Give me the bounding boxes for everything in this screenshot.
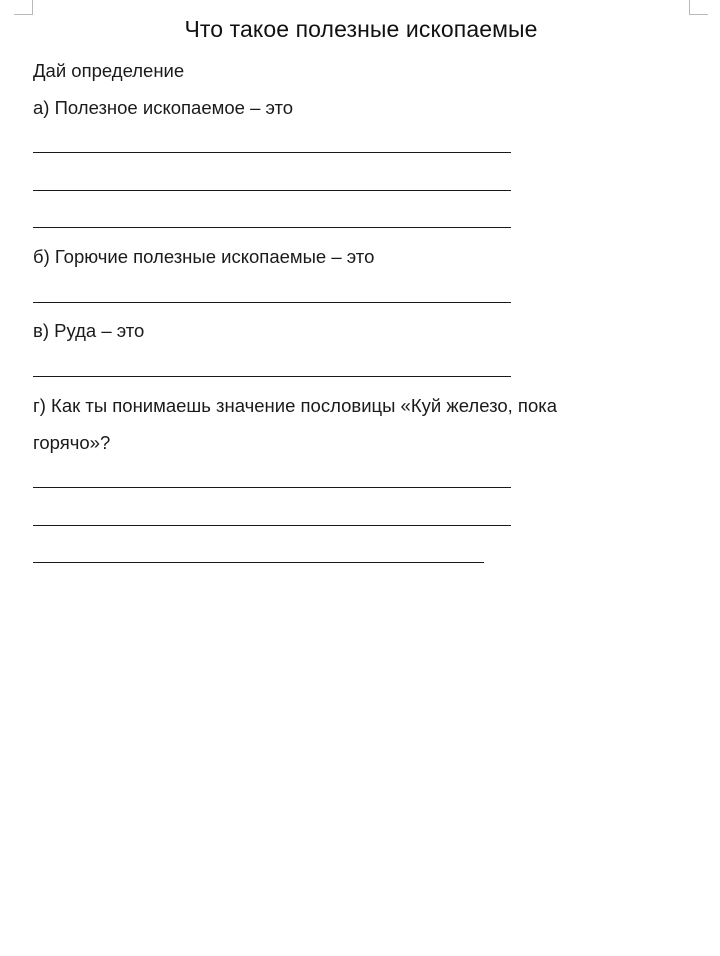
answer-line-a-1[interactable] — [33, 152, 511, 153]
answer-line-g-2[interactable] — [33, 525, 511, 526]
answer-line-g-3[interactable] — [33, 562, 484, 563]
answer-line-v-1[interactable] — [33, 376, 511, 377]
question-b-text: б) Горючие полезные ископаемые – это — [33, 246, 375, 267]
question-g-text-line1: г) Как ты понимаешь значение пословицы «Куй железо, пока — [33, 395, 558, 416]
instruction-text: Дай определение — [33, 60, 185, 81]
page-corner-mark-top-right — [689, 0, 708, 15]
question-v-text: в) Руда – это — [33, 320, 145, 341]
question-a-text: а) Полезное ископаемое – это — [33, 97, 294, 118]
answer-line-g-1[interactable] — [33, 487, 511, 488]
page-corner-mark-top-left — [14, 0, 33, 15]
answer-line-a-2[interactable] — [33, 190, 511, 191]
question-g-text-line2: горячо»? — [33, 432, 111, 453]
answer-line-a-3[interactable] — [33, 227, 511, 228]
answer-line-b-1[interactable] — [33, 302, 511, 303]
page-title: Что такое полезные ископаемые — [184, 16, 538, 42]
